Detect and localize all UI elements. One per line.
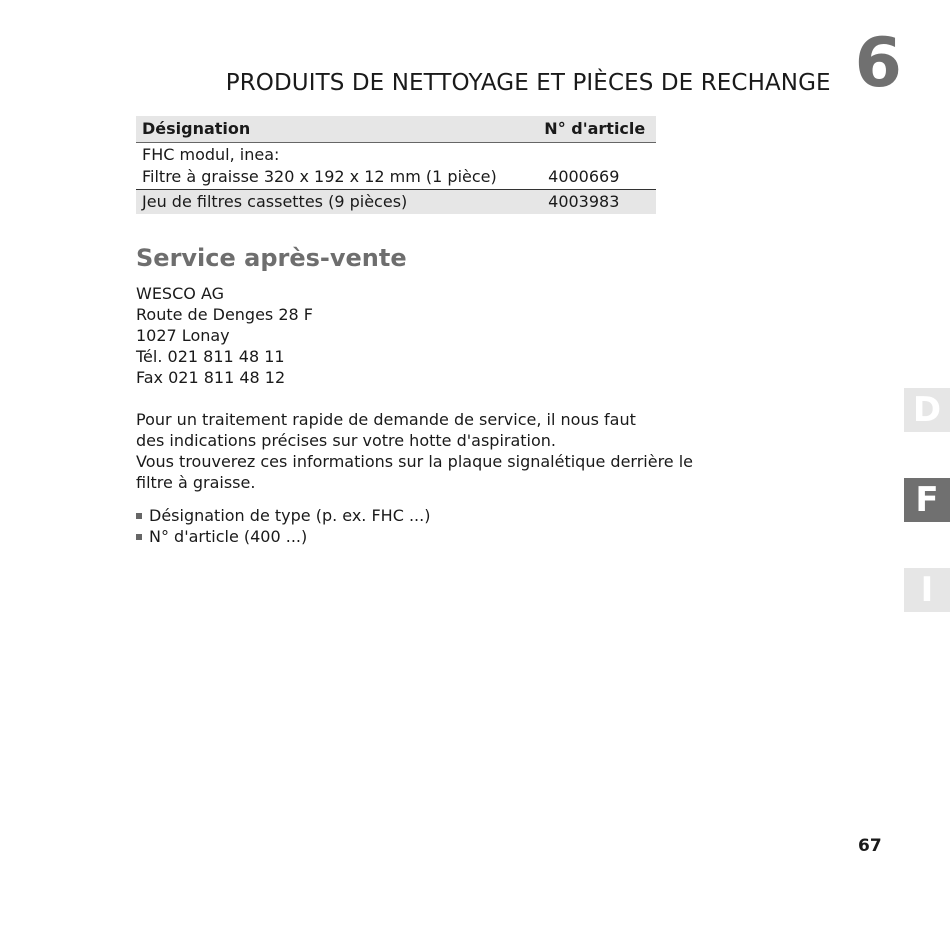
article-cell: 4003983 [534, 190, 656, 215]
chapter-title: PRODUITS DE NETTOYAGE ET PIÈCES DE RECHANGE [225, 70, 831, 96]
company-name: WESCO AG [136, 284, 224, 303]
list-item [136, 526, 430, 547]
table-row [136, 190, 656, 215]
chapter-number: 6 [854, 24, 902, 103]
note-line: des indications précises sur votre hotte d'aspiration. [136, 431, 556, 450]
list-item-text: Désignation de type (p. ex. FHC ...) [149, 506, 431, 525]
required-info-list [136, 505, 430, 547]
note-line: filtre à graisse. [136, 473, 256, 492]
note-line: Pour un traitement rapide de demande de service, il nous faut [136, 410, 636, 429]
parts-table [136, 116, 656, 214]
list-item [136, 505, 430, 526]
table-row [136, 143, 656, 190]
page-number: 67 [858, 836, 882, 856]
bullet-icon [136, 534, 142, 540]
designation-cell: Jeu de filtres cassettes (9 pièces) [136, 190, 534, 215]
bullet-icon [136, 513, 142, 519]
designation-line: Filtre à graisse 320 x 192 x 12 mm (1 pièce) [142, 167, 497, 186]
note-line: Vous trouverez ces informations sur la plaque signalétique derrière le [136, 452, 694, 471]
phone-number: Tél. 021 811 48 11 [136, 347, 285, 366]
language-tab-i[interactable]: I [904, 568, 950, 612]
service-note [136, 409, 694, 493]
designation-line: FHC modul, inea: [142, 145, 280, 164]
language-tab-f[interactable]: F [904, 478, 950, 522]
postal-city: 1027 Lonay [136, 326, 230, 345]
article-cell: 4000669 [534, 143, 656, 190]
fax-number: Fax 021 811 48 12 [136, 368, 286, 387]
street-address: Route de Denges 28 F [136, 305, 313, 324]
table-header-row [136, 116, 656, 143]
list-item-text: N° d'article (400 ...) [149, 527, 308, 546]
service-heading: Service après-vente [136, 244, 407, 272]
column-header-article: N° d'article [534, 116, 656, 143]
designation-cell [136, 143, 534, 190]
column-header-designation: Désignation [136, 116, 534, 143]
language-tab-d[interactable]: D [904, 388, 950, 432]
page-header [225, 24, 902, 103]
service-address [136, 283, 313, 388]
